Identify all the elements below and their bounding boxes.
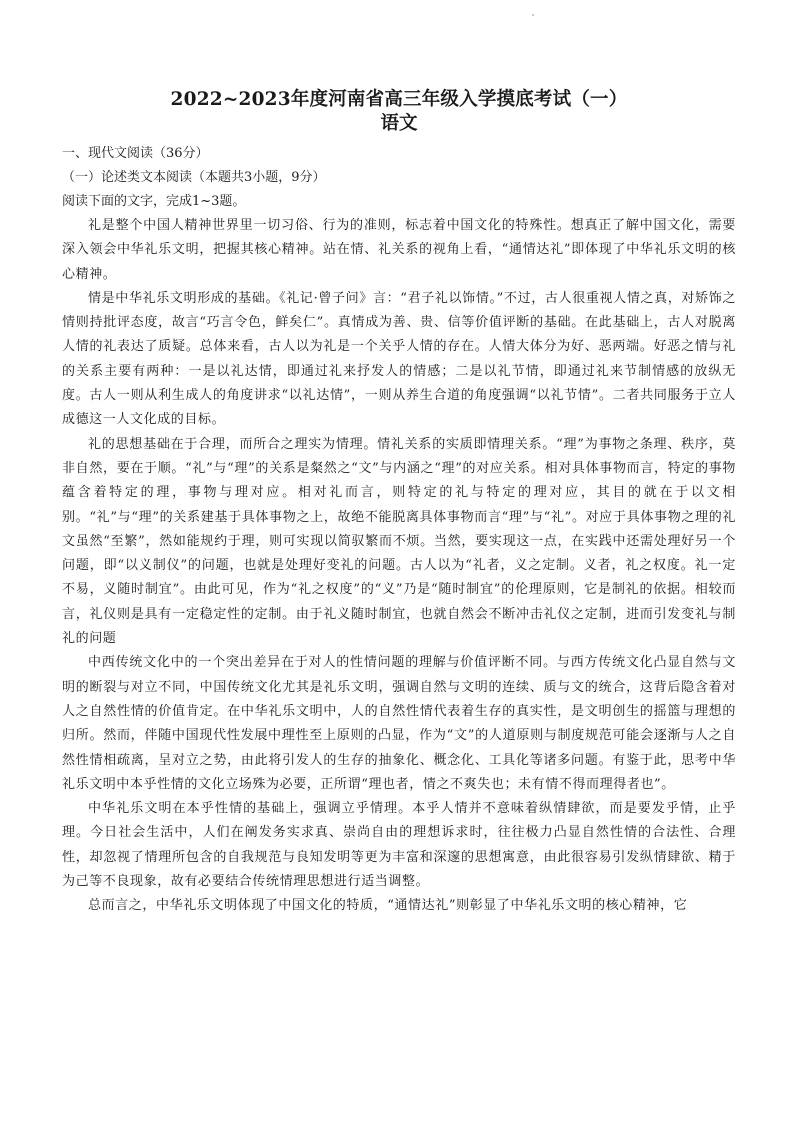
subsection-heading: （一）论述类文本阅读（本题共3小题，9分） — [62, 170, 326, 185]
paragraph-6: 总而言之，中华礼乐文明体现了中国文化的特质，“通情达礼”则彰显了中华礼乐文明的核心精神，它 — [88, 898, 688, 914]
section-heading: 一、现代文阅读（36分） — [62, 146, 209, 161]
scan-dot — [532, 14, 534, 16]
exam-title: 2022~2023年度河南省高三年级入学摸底考试（一） — [170, 89, 628, 110]
paragraph-3: 礼的思想基础在于合理，而所合之理实为情理。情礼关系的实质即情理关系。“理”为事物之条理、秩序，莫非自然，要在于顺。“礼”与“理”的关系是粲然之“文”与内涵之“理”的对应关系。相对具体事物而言，特定的事物蕴含着特定的理，事物与理对应。相对礼而言，则特定的礼与特定的理对应，其目的就在于以文相别。“礼”与“理”的关系建基于具体事物之上，故绝不能脱离具体事物而言“理”与“礼”。对应于具体事物之理的礼文虽然“至繁”，然如能规约于理，则可实现以简驭繁而不烦。当然，要实现这一点，在实践中还需处理好另一个问题，即“以义制仪”的问题，也就是处理好变礼的问题。古人以为“礼者，义之定制。义者，礼之权度。礼一定不易，义随时制宜”。由此可见，作为“礼之权度”的“义”乃是“随时制宜”的伦理原则，它是制礼的依据。相较而言，礼仪则是具有一定稳定性的定制。由于礼义随时制宜，也就自然会不断冲击礼仪之定制，进而引发变礼与制礼的问题 — [62, 436, 736, 647]
subject-title: 语文 — [380, 113, 418, 134]
paragraph-1: 礼是整个中国人精神世界里一切习俗、行为的准则，标志着中国文化的特殊性。想真正了解中国文化，需要深入领会中华礼乐文明，把握其核心精神。站在情、礼关系的视角上看，“通情达礼”即体现了中华礼乐文明的核心精神。 — [62, 218, 736, 282]
paragraph-4: 中西传统文化中的一个突出差异在于对人的性情问题的理解与价值评断不同。与西方传统文化凸显自然与文明的断裂与对立不同，中国传统文化尤其是礼乐文明，强调自然与文明的连续、质与文的统合，这背后隐含着对人之自然性情的价值肯定。在中华礼乐文明中，人的自然性情代表着生存的真实性，是文明创生的摇篮与理想的归所。然而，伴随中国现代性发展中理性至上原则的凸显，作为“文”的人道原则与制度规范可能会逐渐与人之自然性情相疏离，呈对立之势，由此将引发人的生存的抽象化、概念化、工具化等诸多问题。有鉴于此，思考中华礼乐文明中本乎性情的文化立场殊为必要，正所谓“理也者，情之不爽失也；未有情不得而理得者也”。 — [62, 655, 736, 792]
paragraph-5: 中华礼乐文明在本乎性情的基础上，强调立乎情理。本乎人情并不意味着纵情肆欲，而是要发乎情，止乎理。今日社会生活中，人们在阐发务实求真、崇尚自由的理想诉求时，往往极力凸显自然性情的合法性、合理性，却忽视了情理所包含的自我规范与良知发明等更为丰富和深邃的思想寓意，由此很容易引发纵情肆欲、精于为己等不良现象，故有必要结合传统情理思想进行适当调整。 — [62, 801, 736, 890]
paragraph-2: 情是中华礼乐文明形成的基础。《礼记·曾子问》言：“君子礼以饰情。”不过，古人很重视人情之真，对矫饰之情则持批评态度，故言“巧言令色，鲜矣仁”。真情成为善、贵、信等价值评断的基础。在此基础上，古人对脱离人情的礼表达了质疑。总体来看，古人以为礼是一个关乎人情的存在。人情大体分为好、恶两端。好恶之情与礼的关系主要有两种：一是以礼达情，即通过礼来抒发人的情感；二是以礼节情，即通过礼来节制情感的放纵无度。古人一则从利生成人的角度讲求“以礼达情”，一则从养生合道的角度强调“以礼节情”。二者共同服务于立人成德这一人文化成的目标。 — [62, 290, 736, 428]
reading-instruction: 阅读下面的文字，完成1~3题。 — [62, 194, 246, 209]
